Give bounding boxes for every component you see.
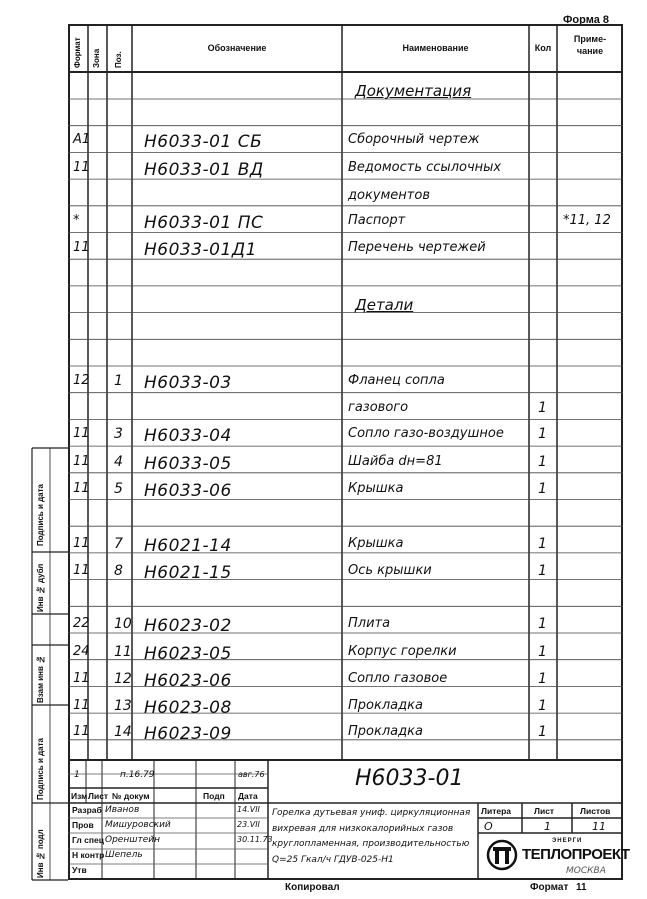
- row-designation: Н6033-04: [144, 426, 232, 446]
- stamp-col-sign: Подп: [203, 791, 225, 801]
- side-label-dup-inv: Инв № дубл: [36, 563, 45, 612]
- row-name: Прокладка: [348, 724, 423, 739]
- row-format: А1: [73, 132, 91, 147]
- stamp-role: Утв: [72, 865, 87, 875]
- row-name: Корпус горелки: [348, 644, 457, 659]
- stamp-col-doc: № докум: [112, 791, 150, 801]
- row-qty: 1: [538, 698, 547, 714]
- row-name: Крышка: [348, 536, 404, 551]
- row-designation: Н6033-01 ПС: [144, 213, 264, 233]
- header-name: Наименование: [402, 43, 469, 53]
- side-label-replace-inv: Взам инв №: [36, 654, 45, 703]
- row-designation: Н6023-08: [144, 698, 232, 718]
- row-designation: Н6033-01 СБ: [144, 132, 263, 152]
- row-name: Сопло газовое: [348, 671, 448, 686]
- header-qty: Кол: [534, 43, 552, 53]
- stamp-date: 30.11.73: [237, 835, 273, 844]
- row-position: 12: [114, 671, 132, 687]
- row-designation: Н6033-05: [144, 454, 232, 474]
- row-format: 11: [73, 481, 90, 496]
- row-name: Ведомость ссылочных: [348, 160, 502, 175]
- row-format: 11: [73, 160, 90, 175]
- row-name: Шайба dн=81: [348, 454, 443, 469]
- row-name: Сопло газо-воздушное: [348, 426, 504, 441]
- row-designation: Н6021-15: [144, 563, 232, 583]
- header-note: Приме- чание: [573, 34, 607, 56]
- footer-format-label: Формат: [530, 882, 569, 893]
- row-designation: Н6021-14: [144, 536, 232, 556]
- header-format: Формат: [73, 37, 82, 68]
- row-qty: 1: [538, 481, 547, 497]
- stamp-role: Разраб: [72, 805, 102, 815]
- stamp-sheet-value: 1: [544, 820, 551, 833]
- stamp-date: 23.VII: [237, 820, 260, 829]
- row-qty: 1: [538, 644, 547, 660]
- row-format: 11: [73, 724, 90, 739]
- row-note: *11, 12: [563, 213, 611, 228]
- row-name: Сборочный чертеж: [348, 132, 480, 147]
- row-qty: 1: [538, 563, 547, 579]
- row-name: Плита: [348, 616, 391, 631]
- row-name: Ось крышки: [348, 563, 432, 578]
- row-name: Прокладка: [348, 698, 423, 713]
- row-format: 11: [73, 454, 90, 469]
- row-qty: 1: [538, 616, 547, 632]
- stamp-person-name: Иванов: [105, 805, 140, 815]
- row-position: 8: [114, 563, 123, 579]
- row-name: Крышка: [348, 481, 404, 496]
- stamp-sheets-value: 11: [592, 820, 606, 833]
- row-format: 11: [73, 563, 90, 578]
- row-format: 22: [73, 616, 90, 631]
- stamp-person-name: Шепель: [105, 850, 143, 860]
- stamp-litera-label: Литера: [481, 806, 511, 816]
- row-designation: Н6033-01Д1: [144, 240, 257, 260]
- stamp-col-date: Дата: [238, 791, 258, 801]
- row-position: 1: [114, 373, 123, 389]
- stamp-col-list: Лист: [88, 791, 109, 801]
- row-qty: 1: [538, 671, 547, 687]
- row-designation: Н6033-06: [144, 481, 232, 501]
- footer-copied: Копировал: [285, 882, 340, 893]
- stamp-role: Пров: [72, 820, 94, 830]
- row-qty: 1: [538, 426, 547, 442]
- org-sub: МОСКВА: [566, 866, 606, 876]
- row-qty: 1: [538, 724, 547, 740]
- row-position: 5: [114, 481, 123, 497]
- stamp-col-izm: Изм: [71, 791, 88, 801]
- header-designation: Обозначение: [207, 43, 267, 53]
- stamp-role: Гл спец: [72, 835, 104, 845]
- row-designation: Н6023-09: [144, 724, 232, 744]
- stamp-title-text: Горелка дутьевая униф. циркуляционная вихревая для низкокалорийных газов круглопламенная, производительностью Q=25 Гкал/ч ГДУВ-025-Н1: [272, 808, 471, 865]
- row-format: 11: [73, 536, 90, 551]
- row-name: Перечень чертежей: [348, 240, 486, 255]
- row-format: 11: [73, 426, 90, 441]
- row-name: Фланец сопла: [348, 373, 445, 388]
- stamp-change-date: авг.76: [238, 770, 265, 779]
- org-small-label: ЭНЕРГИ: [552, 838, 583, 844]
- stamp-date: 14.VII: [237, 805, 260, 814]
- form-label: Форма 8: [563, 14, 609, 26]
- stamp-change-doc: п.16.79: [120, 770, 155, 780]
- stamp-sheet-label: Лист: [534, 806, 555, 816]
- org-logo-icon: [484, 838, 524, 872]
- row-format: 11: [73, 671, 90, 686]
- section-title-documentation: Документация: [355, 82, 472, 100]
- row-qty: 1: [538, 400, 547, 416]
- row-position: 11: [114, 644, 132, 660]
- row-format: 24: [73, 644, 90, 659]
- row-format: 11: [73, 698, 90, 713]
- row-position: 10: [114, 616, 132, 632]
- stamp-person-name: Оренштейн: [105, 835, 160, 845]
- row-position: 3: [114, 426, 123, 442]
- stamp-role: Н контр: [72, 850, 105, 860]
- row-position: 14: [114, 724, 132, 740]
- side-label-signature-date-2: Подпись и дата: [36, 738, 45, 800]
- row-position: 7: [114, 536, 123, 552]
- row-format: 12: [73, 373, 90, 388]
- side-label-signature-date-1: Подпись и дата: [36, 484, 45, 546]
- stamp-person-name: Мишуровский: [105, 820, 171, 830]
- footer-format-value: 11: [576, 882, 587, 893]
- header-zone: Зона: [92, 48, 101, 68]
- row-name: газового: [348, 400, 409, 415]
- row-format: *: [73, 213, 80, 228]
- row-name: документов: [348, 188, 430, 203]
- section-title-details: Детали: [355, 296, 414, 314]
- stamp-change-num: 1: [74, 770, 80, 780]
- row-designation: Н6033-01 ВД: [144, 160, 264, 180]
- row-designation: Н6033-03: [144, 373, 232, 393]
- row-qty: 1: [538, 536, 547, 552]
- stamp-sheets-label: Листов: [580, 806, 611, 816]
- row-designation: Н6023-02: [144, 616, 232, 636]
- row-position: 4: [114, 454, 123, 470]
- row-qty: 1: [538, 454, 547, 470]
- org-name: ТЕПЛОПРОЕКТ: [522, 846, 630, 863]
- side-label-orig-inv: Инв № подл: [36, 829, 45, 878]
- stamp-doc-code: Н6033-01: [355, 766, 464, 791]
- row-designation: Н6023-06: [144, 671, 232, 691]
- row-format: 11: [73, 240, 90, 255]
- stamp-litera-value: О: [484, 820, 493, 833]
- row-position: 13: [114, 698, 132, 714]
- row-name: Паспорт: [348, 213, 406, 228]
- row-designation: Н6023-05: [144, 644, 232, 664]
- header-pos: Поз.: [114, 51, 123, 68]
